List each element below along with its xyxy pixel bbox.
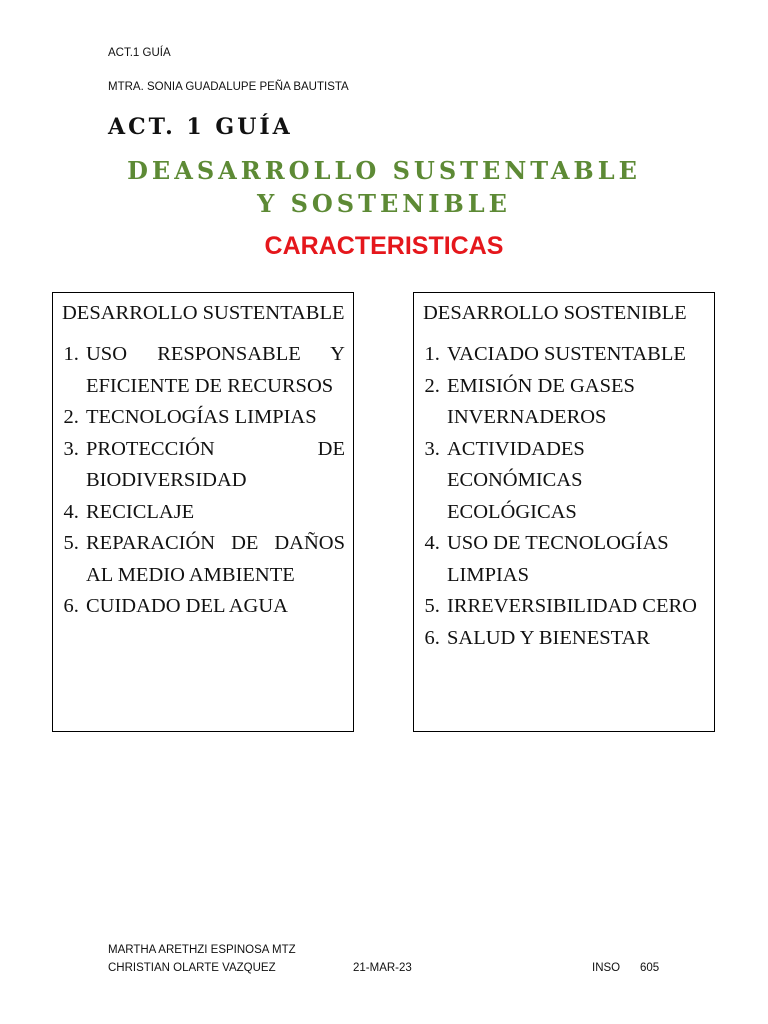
list-item: 1. USO RESPONSABLE Y EFICIENTE DE RECURSOS bbox=[84, 339, 345, 402]
activity-title: ACT. 1 GUÍA bbox=[108, 114, 293, 140]
sustentable-box bbox=[52, 292, 354, 732]
footer-group-number: 605 bbox=[640, 962, 660, 974]
sostenible-box-title: DESARROLLO SOSTENIBLE bbox=[423, 302, 687, 324]
list-item: 4. RECICLAJE bbox=[84, 497, 345, 529]
header-line-1: ACT.1 GUÍA bbox=[108, 47, 171, 59]
footer-group-label: INSO bbox=[592, 962, 621, 974]
list-item: 6. CUIDADO DEL AGUA bbox=[84, 591, 345, 623]
list-item: 5. IRREVERSIBILIDAD CERO bbox=[445, 591, 706, 623]
list-item: 3. PROTECCIÓN DE BIODIVERSIDAD bbox=[84, 434, 345, 497]
footer-author-1: MARTHA ARETHZI ESPINOSA MTZ bbox=[108, 944, 296, 956]
sustentable-list bbox=[62, 339, 345, 623]
list-item: 3. ACTIVIDADES ECONÓMICAS ECOLÓGICAS bbox=[445, 434, 706, 529]
list-item: 1. VACIADO SUSTENTABLE bbox=[445, 339, 706, 371]
list-item: 2. EMISIÓN DE GASES INVERNADEROS bbox=[445, 371, 706, 434]
footer-date: 21-MAR-23 bbox=[353, 962, 412, 974]
main-title-line-1: DEASARROLLO SUSTENTABLE bbox=[127, 156, 641, 185]
list-item: 2. TECNOLOGÍAS LIMPIAS bbox=[84, 402, 345, 434]
section-heading: CARACTERISTICAS bbox=[264, 232, 504, 260]
main-title-line-2: Y SOSTENIBLE bbox=[257, 189, 511, 218]
list-item: 4. USO DE TECNOLOGÍAS LIMPIAS bbox=[445, 528, 706, 591]
header-teacher: MTRA. SONIA GUADALUPE PEÑA BAUTISTA bbox=[108, 81, 349, 93]
footer-author-2: CHRISTIAN OLARTE VAZQUEZ bbox=[108, 962, 276, 974]
sostenible-box bbox=[413, 292, 715, 732]
list-item: 5. REPARACIÓN DE DAÑOS AL MEDIO AMBIENTE bbox=[84, 528, 345, 591]
sostenible-list bbox=[423, 339, 706, 654]
list-item: 6. SALUD Y BIENESTAR bbox=[445, 623, 706, 655]
sustentable-box-title: DESARROLLO SUSTENTABLE bbox=[62, 302, 345, 324]
